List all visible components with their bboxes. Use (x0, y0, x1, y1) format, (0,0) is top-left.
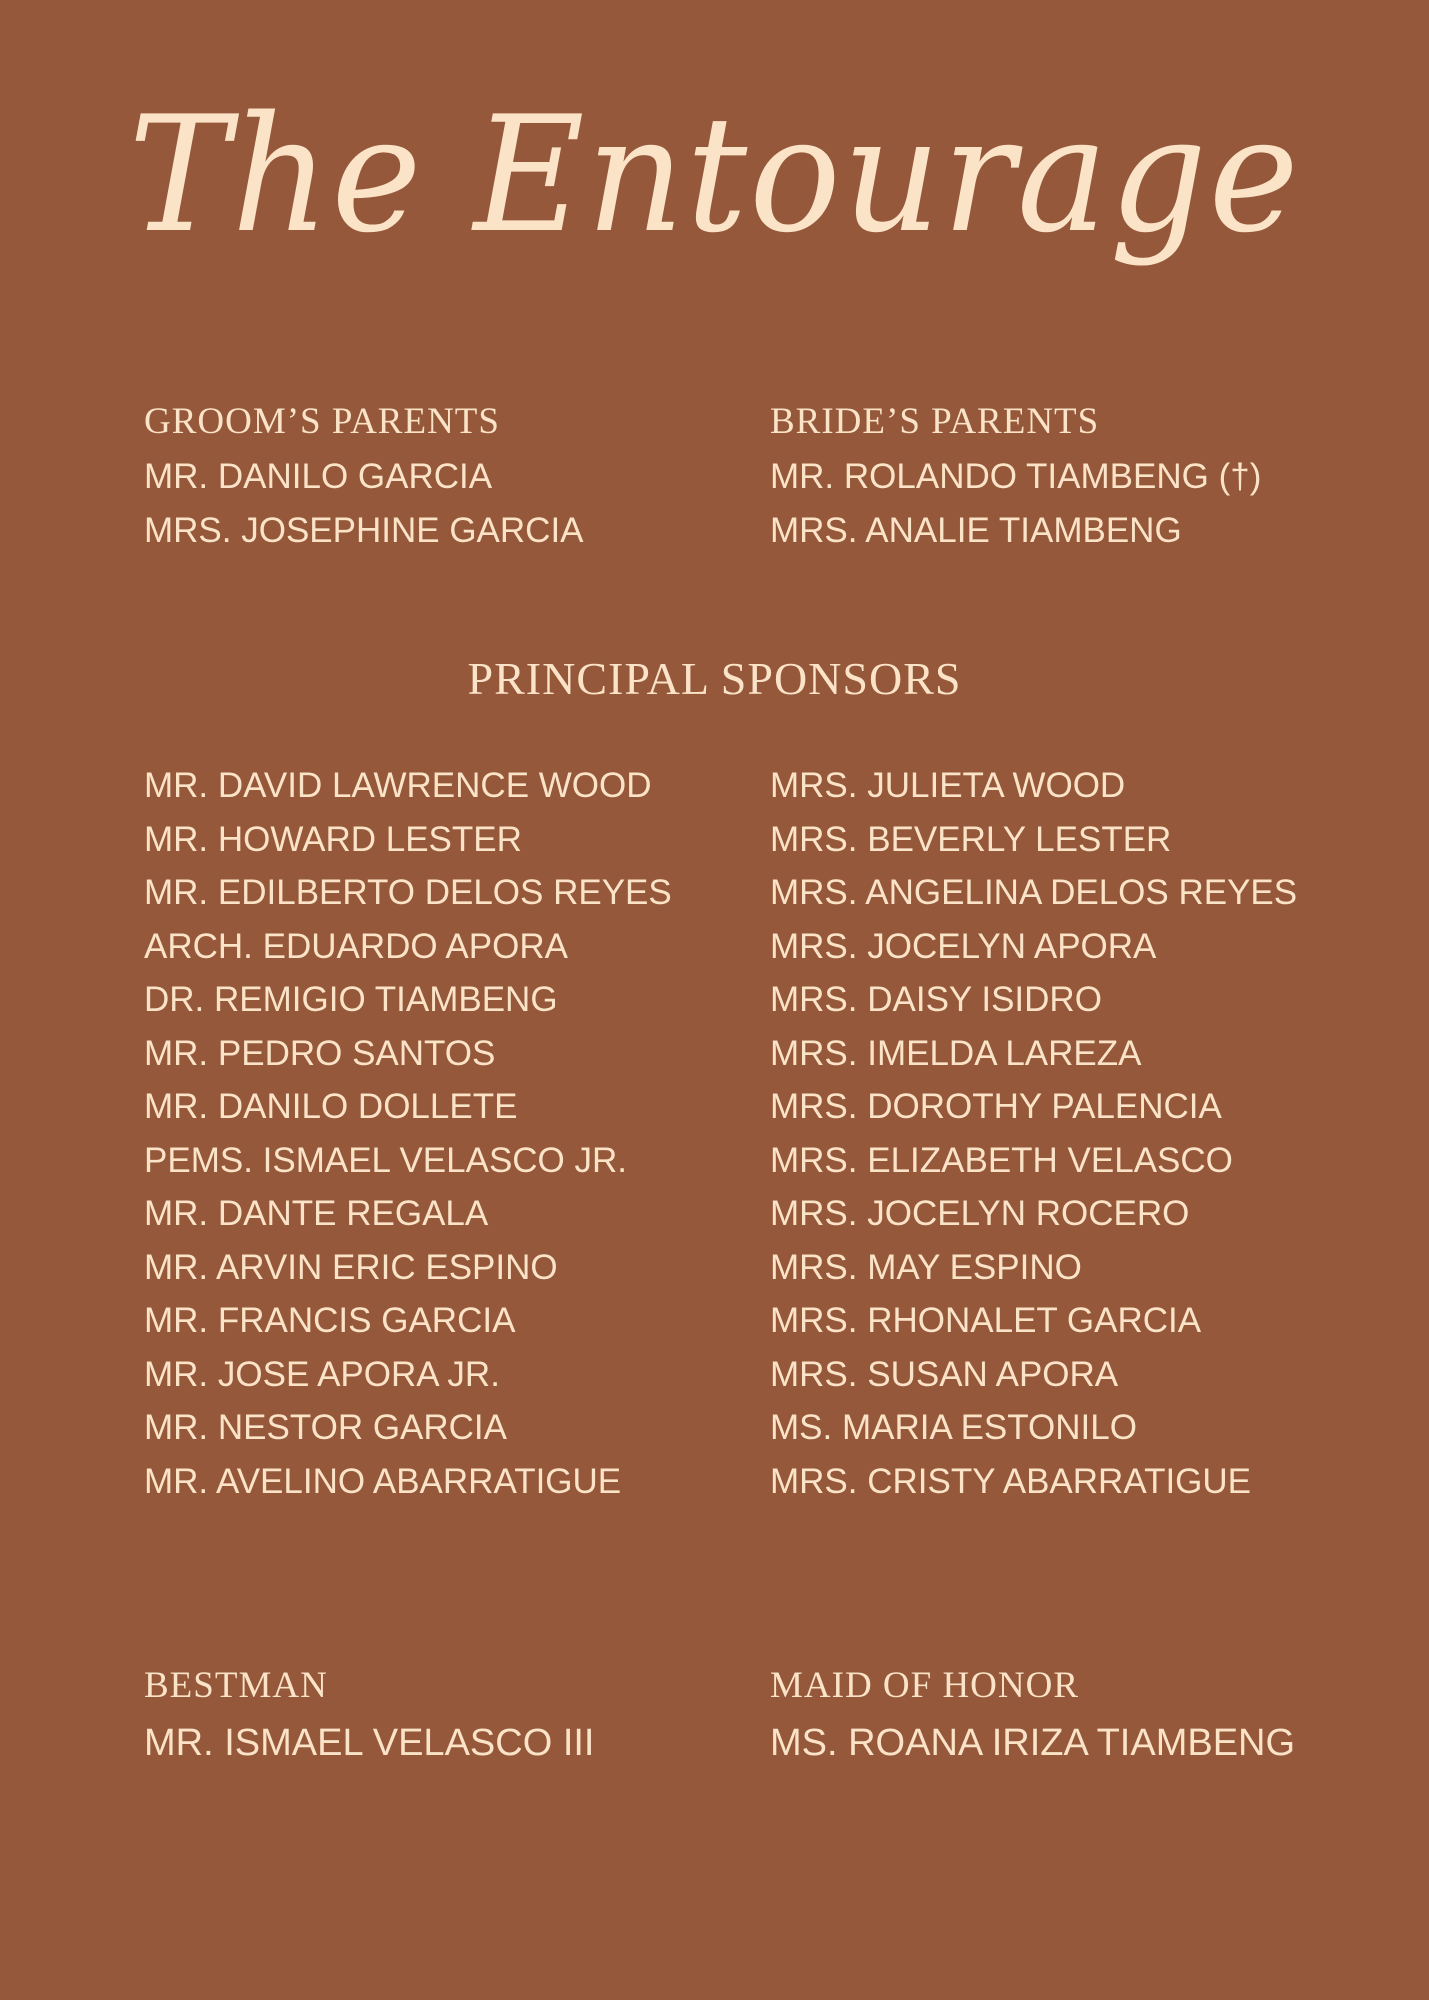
sponsors-right-list (770, 759, 1297, 1508)
bestman-name: MR. ISMAEL VELASCO III (144, 1722, 595, 1764)
list-item: MRS. CRISTY ABARRATIGUE (770, 1461, 1252, 1501)
list-item: MRS. MAY ESPINO (770, 1247, 1082, 1287)
list-item: MRS. JULIETA WOOD (770, 766, 1126, 805)
list-item: MRS. SUSAN APORA (770, 1354, 1119, 1394)
bestman-section (144, 1667, 595, 1762)
list-item: MR. PEDRO SANTOS (144, 1033, 496, 1073)
brides-parents-heading: BRIDE’S PARENTS (770, 401, 1100, 442)
maid-of-honor-heading: MAID OF HONOR (770, 1665, 1080, 1706)
list-item: MRS. ELIZABETH VELASCO (770, 1140, 1233, 1180)
brides-parents-section (770, 403, 1261, 557)
list-item: MR. FRANCIS GARCIA (144, 1301, 516, 1340)
list-item: MR. NESTOR GARCIA (144, 1408, 508, 1447)
grooms-parents-section (144, 403, 584, 557)
list-item: MRS. DOROTHY PALENCIA (770, 1087, 1222, 1126)
list-item: MRS. RHONALET GARCIA (770, 1301, 1202, 1340)
list-item: MS. MARIA ESTONILO (770, 1408, 1137, 1447)
principal-sponsors-heading: PRINCIPAL SPONSORS (467, 653, 962, 704)
list-item: MR. HOWARD LESTER (144, 819, 522, 859)
list-item: MRS. ANGELINA DELOS REYES (770, 873, 1298, 912)
list-item: ARCH. EDUARDO APORA (144, 926, 568, 966)
list-item: MRS. JOCELYN APORA (770, 926, 1157, 966)
bride-father-name: MR. ROLANDO TIAMBENG (†) (770, 457, 1262, 496)
groom-mother-name: MRS. JOSEPHINE GARCIA (144, 510, 584, 550)
grooms-parents-heading: GROOM’S PARENTS (144, 401, 500, 442)
bride-mother-name: MRS. ANALIE TIAMBENG (770, 510, 1182, 550)
groom-father-name: MR. DANILO GARCIA (144, 457, 493, 496)
list-item: MR. ARVIN ERIC ESPINO (144, 1247, 558, 1287)
list-item: MR. DAVID LAWRENCE WOOD (144, 766, 652, 805)
list-item: MRS. JOCELYN ROCERO (770, 1194, 1190, 1233)
maid-of-honor-section (770, 1667, 1295, 1762)
list-item: MR. EDILBERTO DELOS REYES (144, 873, 672, 912)
maid-of-honor-name: MS. ROANA IRIZA TIAMBENG (770, 1722, 1296, 1764)
page-title: The Entourage (128, 81, 1301, 268)
list-item: MRS. BEVERLY LESTER (770, 819, 1172, 859)
bestman-heading: BESTMAN (144, 1665, 328, 1706)
list-item: MRS. DAISY ISIDRO (770, 980, 1102, 1019)
list-item: MR. JOSE APORA JR. (144, 1354, 500, 1394)
sponsors-left-list (144, 759, 672, 1508)
list-item: PEMS. ISMAEL VELASCO JR. (144, 1140, 628, 1180)
list-item: MRS. IMELDA LAREZA (770, 1033, 1142, 1073)
list-item: MR. AVELINO ABARRATIGUE (144, 1461, 622, 1501)
list-item: MR. DANTE REGALA (144, 1194, 489, 1233)
list-item: DR. REMIGIO TIAMBENG (144, 980, 558, 1019)
list-item: MR. DANILO DOLLETE (144, 1087, 518, 1126)
